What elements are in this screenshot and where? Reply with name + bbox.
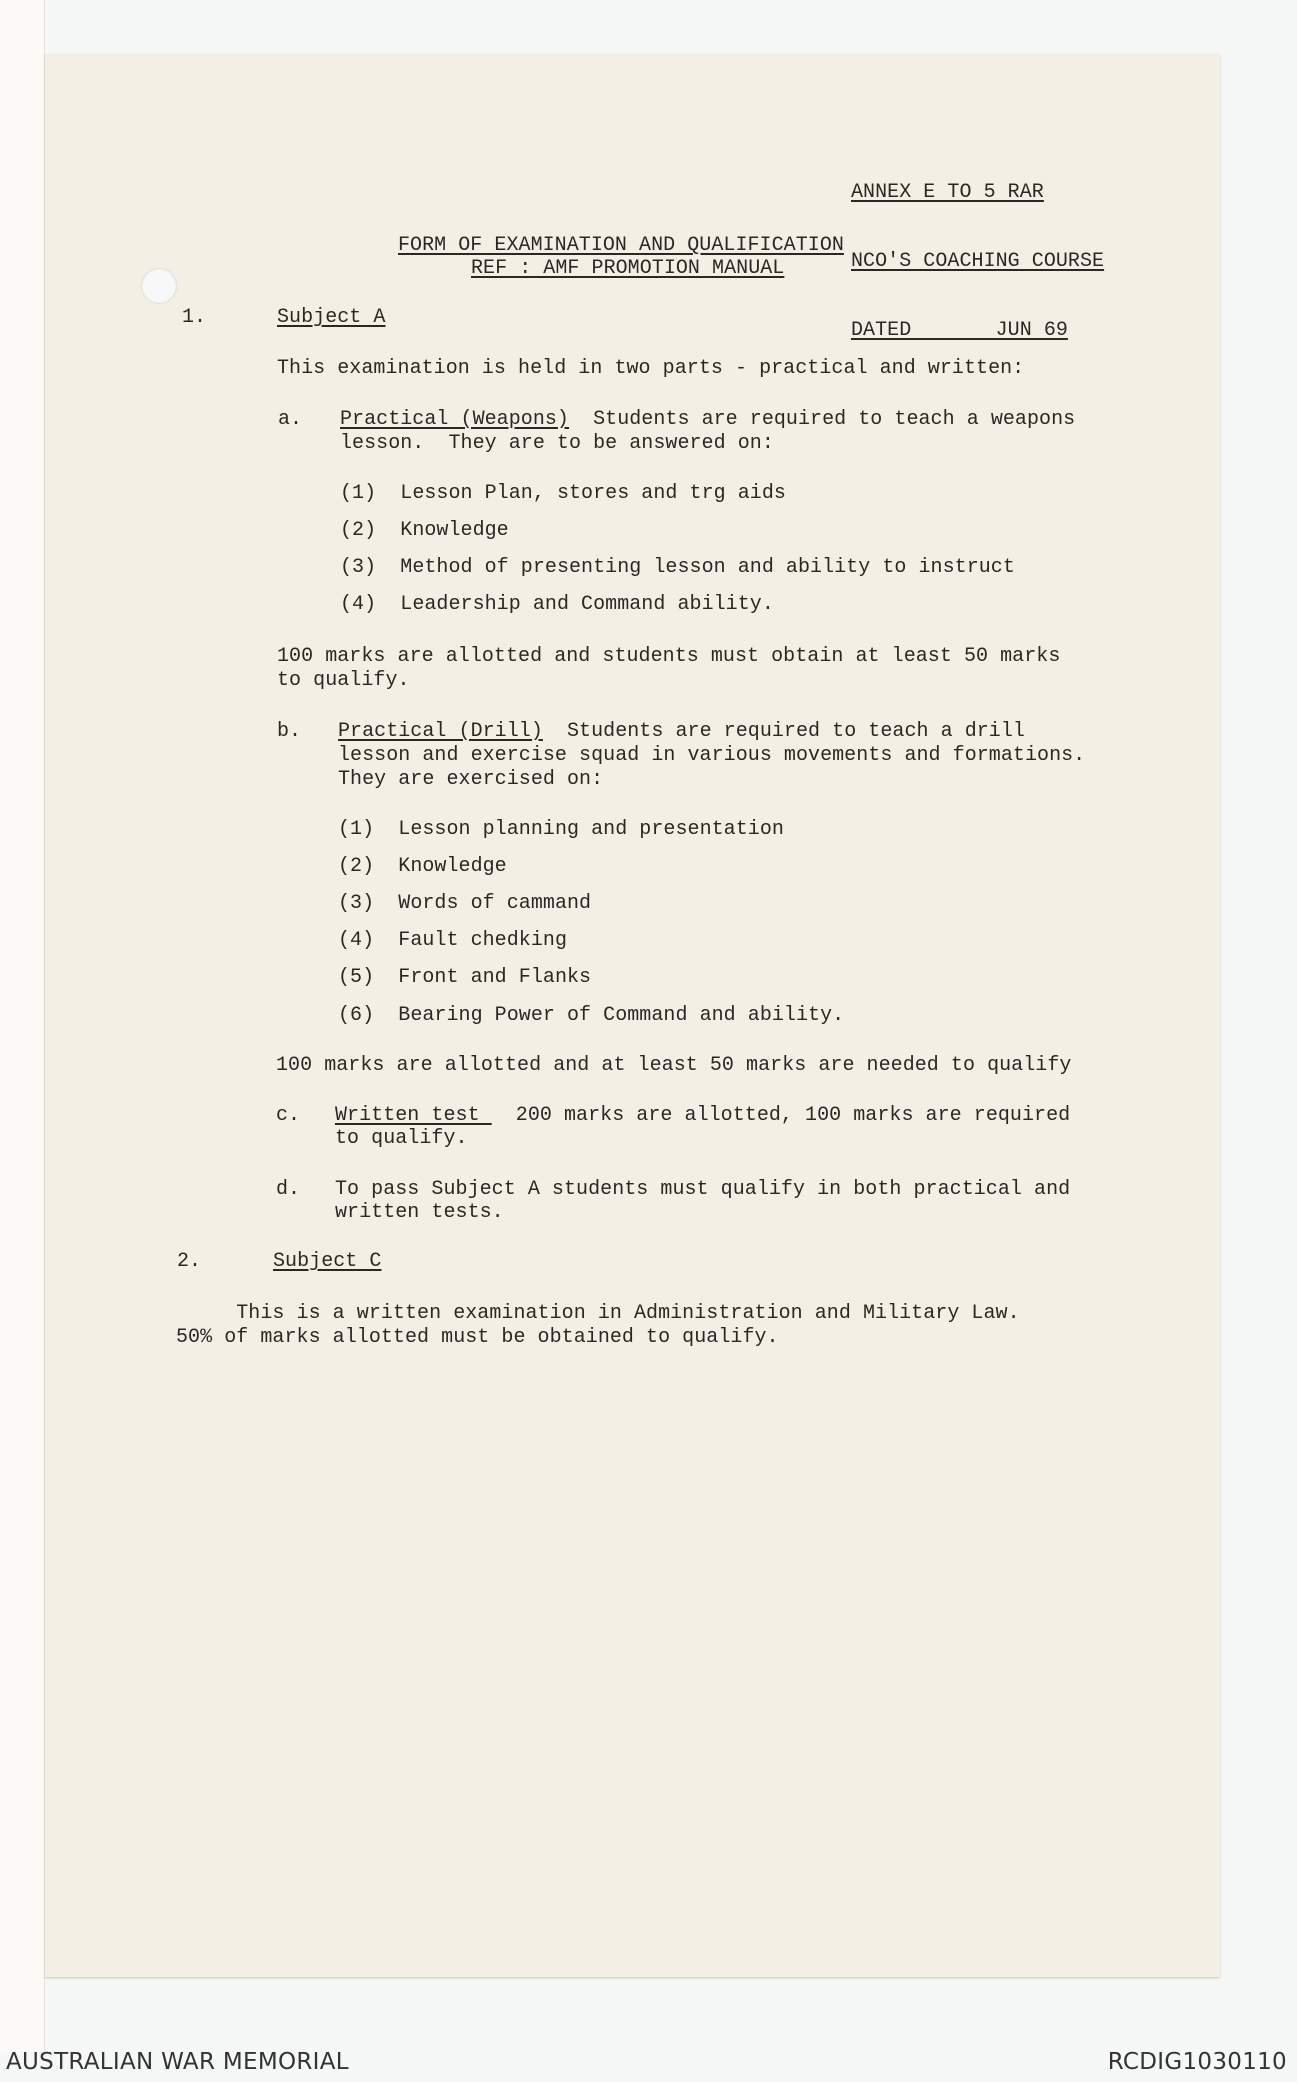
- section-text: 50% of marks allotted must be obtained to qualify.: [176, 1326, 779, 1349]
- list-item: (4) Fault chedking: [338, 929, 567, 952]
- list-item: (4) Leadership and Command ability.: [340, 593, 774, 616]
- section-number: 1.: [182, 306, 207, 329]
- section-number: 2.: [177, 1250, 202, 1273]
- part-letter: c.: [276, 1104, 301, 1127]
- document-reference: REF : AMF PROMOTION MANUAL: [471, 257, 785, 280]
- list-item: (3) Words of cammand: [338, 892, 592, 915]
- part-heading: Written test: [335, 1104, 492, 1127]
- part-b-line1: Practical (Drill) Students are required to teach a drill: [338, 720, 1025, 743]
- list-item: (6) Bearing Power of Command and ability.: [338, 1004, 845, 1027]
- archive-id: RCDIG1030110: [1107, 2049, 1287, 2075]
- part-a-line2: lesson. They are to be answered on:: [340, 432, 774, 455]
- part-heading: Practical (Drill): [338, 720, 543, 743]
- dated-line: DATED JUN 69: [851, 319, 1068, 342]
- scan-margin: [0, 0, 45, 2052]
- part-heading: Practical (Weapons): [340, 408, 569, 431]
- archive-name: AUSTRALIAN WAR MEMORIAL: [6, 2049, 349, 2075]
- section-heading: Subject A: [277, 306, 386, 329]
- marks-text: 100 marks are allotted and students must obtain at least 50 marks: [277, 645, 1061, 668]
- part-b-line3: They are exercised on:: [338, 768, 604, 791]
- list-item: (2) Knowledge: [340, 519, 509, 542]
- list-item: (5) Front and Flanks: [338, 966, 592, 989]
- part-c-line1: Written test 200 marks are allotted, 100 marks are required: [335, 1104, 1071, 1127]
- marks-text: 100 marks are allotted and at least 50 marks are needed to qualify: [276, 1054, 1072, 1077]
- section-intro: This examination is held in two parts - practical and written:: [277, 357, 1025, 380]
- marks-text: to qualify.: [277, 669, 410, 692]
- part-letter: a.: [278, 408, 303, 431]
- part-letter: d.: [276, 1178, 301, 1201]
- part-c-line2: to qualify.: [335, 1127, 468, 1150]
- section-text: This is a written examination in Administration and Military Law.: [176, 1302, 1020, 1325]
- annex-line: ANNEX E TO 5 RAR: [851, 181, 1044, 204]
- part-d-line2: written tests.: [335, 1201, 504, 1224]
- part-b-line2: lesson and exercise squad in various movements and formations.: [338, 744, 1086, 767]
- document-title: FORM OF EXAMINATION AND QUALIFICATION: [398, 234, 844, 257]
- part-letter: b.: [277, 720, 302, 743]
- list-item: (3) Method of presenting lesson and ability to instruct: [340, 556, 1015, 579]
- list-item: (1) Lesson Plan, stores and trg aids: [340, 482, 786, 505]
- course-line: NCO'S COACHING COURSE: [851, 250, 1105, 273]
- section-heading: Subject C: [273, 1250, 382, 1273]
- part-a-line1: Practical (Weapons) Students are required to teach a weapons: [340, 408, 1076, 431]
- annex-header: [851, 135, 1104, 365]
- list-item: (2) Knowledge: [338, 855, 507, 878]
- list-item: (1) Lesson planning and presentation: [338, 818, 784, 841]
- part-d-line1: To pass Subject A students must qualify in both practical and: [335, 1178, 1071, 1201]
- punch-hole: [141, 268, 177, 304]
